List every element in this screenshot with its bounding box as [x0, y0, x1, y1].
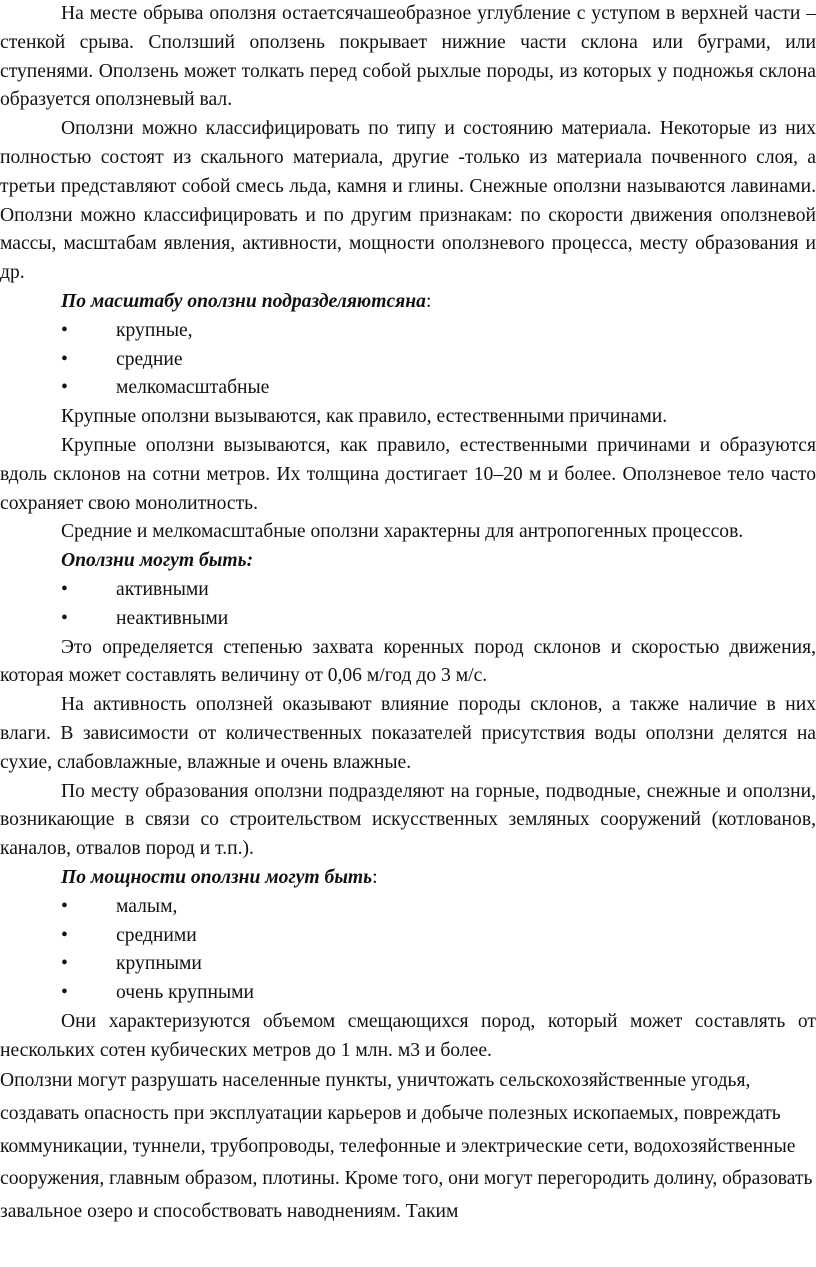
list-item: [0, 317, 816, 346]
bullet-icon: •: [61, 895, 68, 917]
paragraph-speed: Это определяется степенью захвата коренных пород склонов и скоростью движения, которая может составлять величину от 0,06 м/год до 3 м/с.: [0, 636, 816, 687]
heading-by-power: [0, 864, 816, 893]
list-item: [0, 922, 816, 951]
list-activity: [0, 576, 816, 634]
bullet-icon: •: [61, 953, 68, 975]
heading-colon: :: [372, 866, 378, 888]
paragraph-volume: Они характеризуются объемом смещающихся пород, который может составлять от нескольких сотен кубических метров до 1 млн. м3 и более.: [0, 1010, 816, 1061]
paragraph-landslide-scar: На месте обрыва оползня остаетсячашеобразное углубление с уступом в верхней части – стенкой срыва. Сползший оползень покрывает нижние части склона или буграми, или ступенями. Оползень может толкать перед собой рыхлые породы, из которых у подножья склона образуется оползневый вал.: [0, 3, 816, 111]
list-by-power: [0, 893, 816, 1008]
list-item: [0, 979, 816, 1008]
list-item: [0, 374, 816, 403]
list-item: [0, 950, 816, 979]
heading-by-scale-text: По масштабу оползни подразделяютсяна: [61, 290, 426, 312]
paragraph-large-details: Крупные оползни вызываются, как правило, естественными причинами и образуются вдоль склонов на сотни метров. Их толщина достигает 10–20 м и более. Оползневое тело часто сохраняет свою монолитность.: [0, 434, 816, 514]
paragraph-classification: Оползни можно классифицировать по типу и состоянию материала. Некоторые из них полностью состоят из скального материала, другие -только из материала почвенного слоя, а третьи представляют собой смесь льда, камня и глины. Снежные оползни называются лавинами. Оползни можно классифицировать и по другим признакам: по скорости движения оползневой массы, масштабам явления, активности, мощности оползневого процесса, месту образования и др.: [0, 118, 816, 284]
bullet-icon: •: [61, 578, 68, 600]
list-item: [0, 576, 816, 605]
heading-activity-text: Оползни могут быть:: [61, 550, 254, 572]
heading-activity: [0, 547, 816, 576]
list-item-text: средними: [116, 924, 197, 946]
paragraph-location: По месту образования оползни подразделяют на горные, подводные, снежные и оползни, возникающие в связи со строительством искусственных земляных сооружений (котлованов, каналов, отвалов пород и т.п.).: [0, 780, 816, 860]
list-item-text: средние: [116, 348, 183, 370]
bullet-icon: •: [61, 607, 68, 629]
bullet-icon: •: [61, 319, 68, 341]
bullet-icon: •: [61, 348, 68, 370]
heading-by-scale: [0, 288, 816, 317]
list-item-text: неактивными: [116, 607, 229, 629]
list-by-scale: [0, 317, 816, 403]
list-item-text: крупные,: [116, 319, 193, 341]
list-item: [0, 605, 816, 634]
heading-by-power-text: По мощности оползни могут быть: [61, 866, 373, 888]
paragraph-medium-small: Средние и мелкомасштабные оползни характерны для антропогенных процессов.: [61, 521, 744, 543]
bullet-icon: •: [61, 377, 68, 399]
paragraph-damage: Оползни могут разрушать населенные пункты, уничтожать сельскохозяйственные угодья, создавать опасность при эксплуатации карьеров и добыче полезных ископаемых, повреждать коммуникации, туннели, трубопроводы, телефонные и электрические сети, водохозяйственные сооружения, главным образом, плотины. Кроме того, они могут перегородить долину, образовать завальное озеро и способствовать наводнениям. Таким: [0, 1070, 813, 1222]
list-item-text: активными: [116, 578, 209, 600]
paragraph-moisture: На активность оползней оказывают влияние породы склонов, а также наличие в них влаги. В зависимости от количественных показателей присутствия воды оползни делятся на сухие, слабовлажные, влажные и очень влажные.: [0, 694, 816, 773]
list-item: [0, 893, 816, 922]
heading-colon: :: [425, 290, 432, 312]
list-item-text: малым,: [116, 895, 178, 917]
list-item-text: крупными: [116, 953, 202, 975]
bullet-icon: •: [61, 982, 68, 1004]
paragraph-large-causes: Крупные оползни вызываются, как правило, естественными причинами.: [61, 406, 668, 428]
bullet-icon: •: [61, 924, 68, 946]
list-item-text: очень крупными: [116, 982, 255, 1004]
list-item-text: мелкомасштабные: [116, 377, 270, 399]
list-item: [0, 346, 816, 375]
